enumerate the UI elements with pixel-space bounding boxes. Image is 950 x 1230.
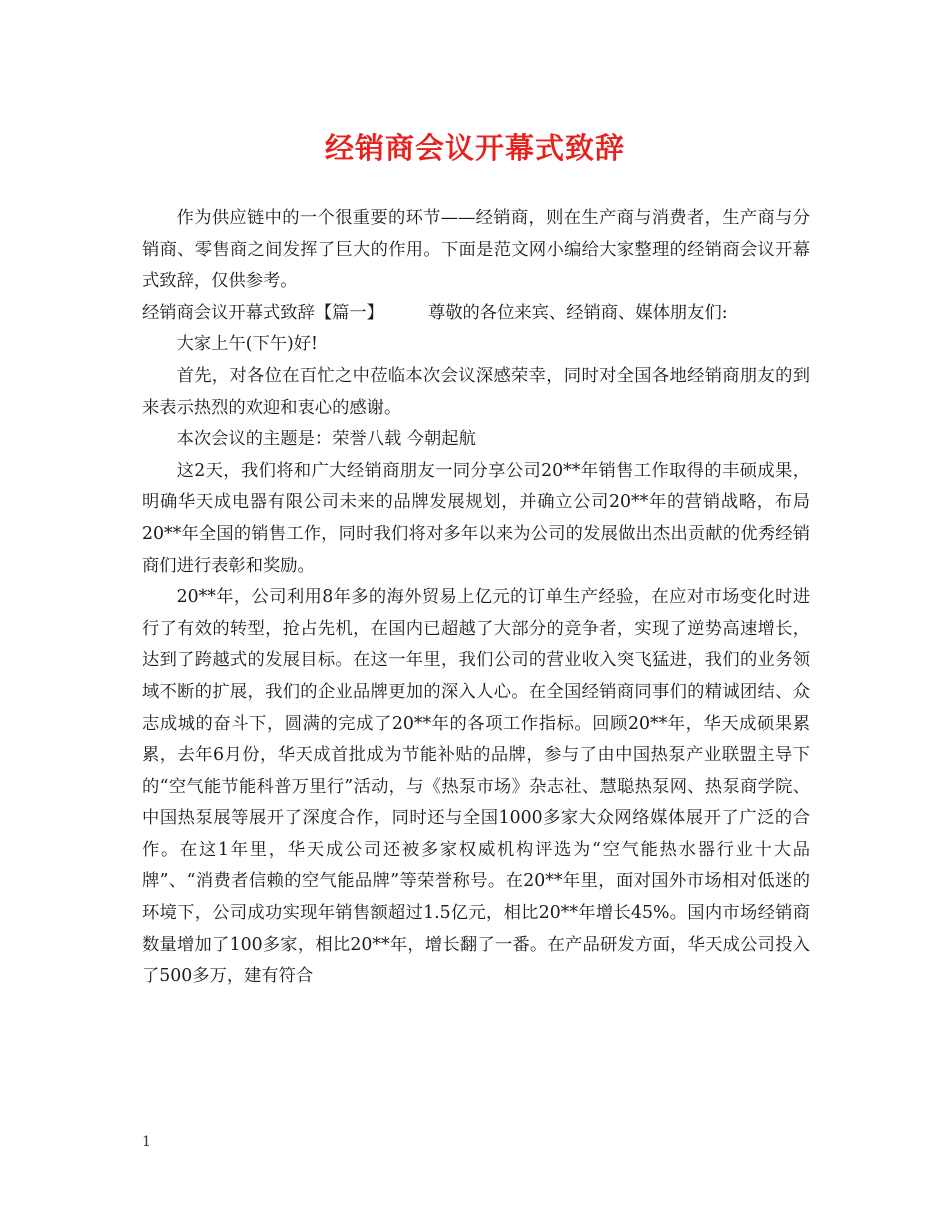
- agenda-paragraph: 这2天，我们将和广大经销商朋友一同分享公司20**年销售工作取得的丰硕成果，明确华天成电器有限公司未来的品牌发展规划，并确立公司20**年的营销战略，布局20**年全国的销售工作，同时我们将对多年以来为公司的发展做出杰出贡献的优秀经销商们进行表彰和奖励。: [142, 460, 810, 576]
- document-title: 经销商会议开幕式致辞: [324, 131, 625, 165]
- greeting-paragraph: 大家上午(下午)好!: [176, 334, 318, 355]
- document-body: [142, 203, 810, 993]
- section-heading-line: [142, 298, 810, 330]
- salutation: 尊敬的各位来宾、经销商、媒体朋友们:: [427, 302, 728, 323]
- theme-paragraph: 本次会议的主题是：荣誉八载 今朝起航: [176, 429, 476, 450]
- intro-paragraph: 作为供应链中的一个很重要的环节——经销商，则在生产商与消费者，生产商与分销商、零售商之间发挥了巨大的作用。下面是范文网小编给大家整理的经销商会议开幕式致辞，仅供参考。: [142, 208, 810, 292]
- welcome-paragraph: 首先，对各位在百忙之中莅临本次会议深感荣幸，同时对全国各地经销商朋友的到来表示热烈的欢迎和衷心的感谢。: [142, 365, 810, 418]
- page-number: 1: [142, 1134, 151, 1150]
- section-heading: 经销商会议开幕式致辞【篇一】: [142, 302, 384, 323]
- review-paragraph: 20**年，公司利用8年多的海外贸易上亿元的订单生产经验，在应对市场变化时进行了有效的转型，抢占先机，在国内已超越了大部分的竞争者，实现了逆势高速增长，达到了跨越式的发展目标。在这一年里，我们公司的营业收入突飞猛进，我们的业务领域不断的扩展，我们的企业品牌更加的深入人心。在全国经销商同事们的精诚团结、众志成城的奋斗下，圆满的完成了20**年的各项工作指标。回顾20**年，华天成硕果累累，去年6月份，华天成首批成为节能补贴的品牌，参与了由中国热泵产业联盟主导下的“空气能节能科普万里行”活动，与《热泵市场》杂志社、慧聪热泵网、热泵商学院、中国热泵展等展开了深度合作，同时还与全国1000多家大众网络媒体展开了广泛的合作。在这1年里，华天成公司还被多家权威机构评选为“空气能热水器行业十大品牌”、“消费者信赖的空气能品牌”等荣誉称号。在20**年里，面对国外市场相对低迷的环境下，公司成功实现年销售额超过1.5亿元，相比20**年增长45%。国内市场经销商数量增加了100多家，相比20**年，增长翻了一番。在产品研发方面，华天成公司投入了500多万，建有符合: [142, 587, 810, 987]
